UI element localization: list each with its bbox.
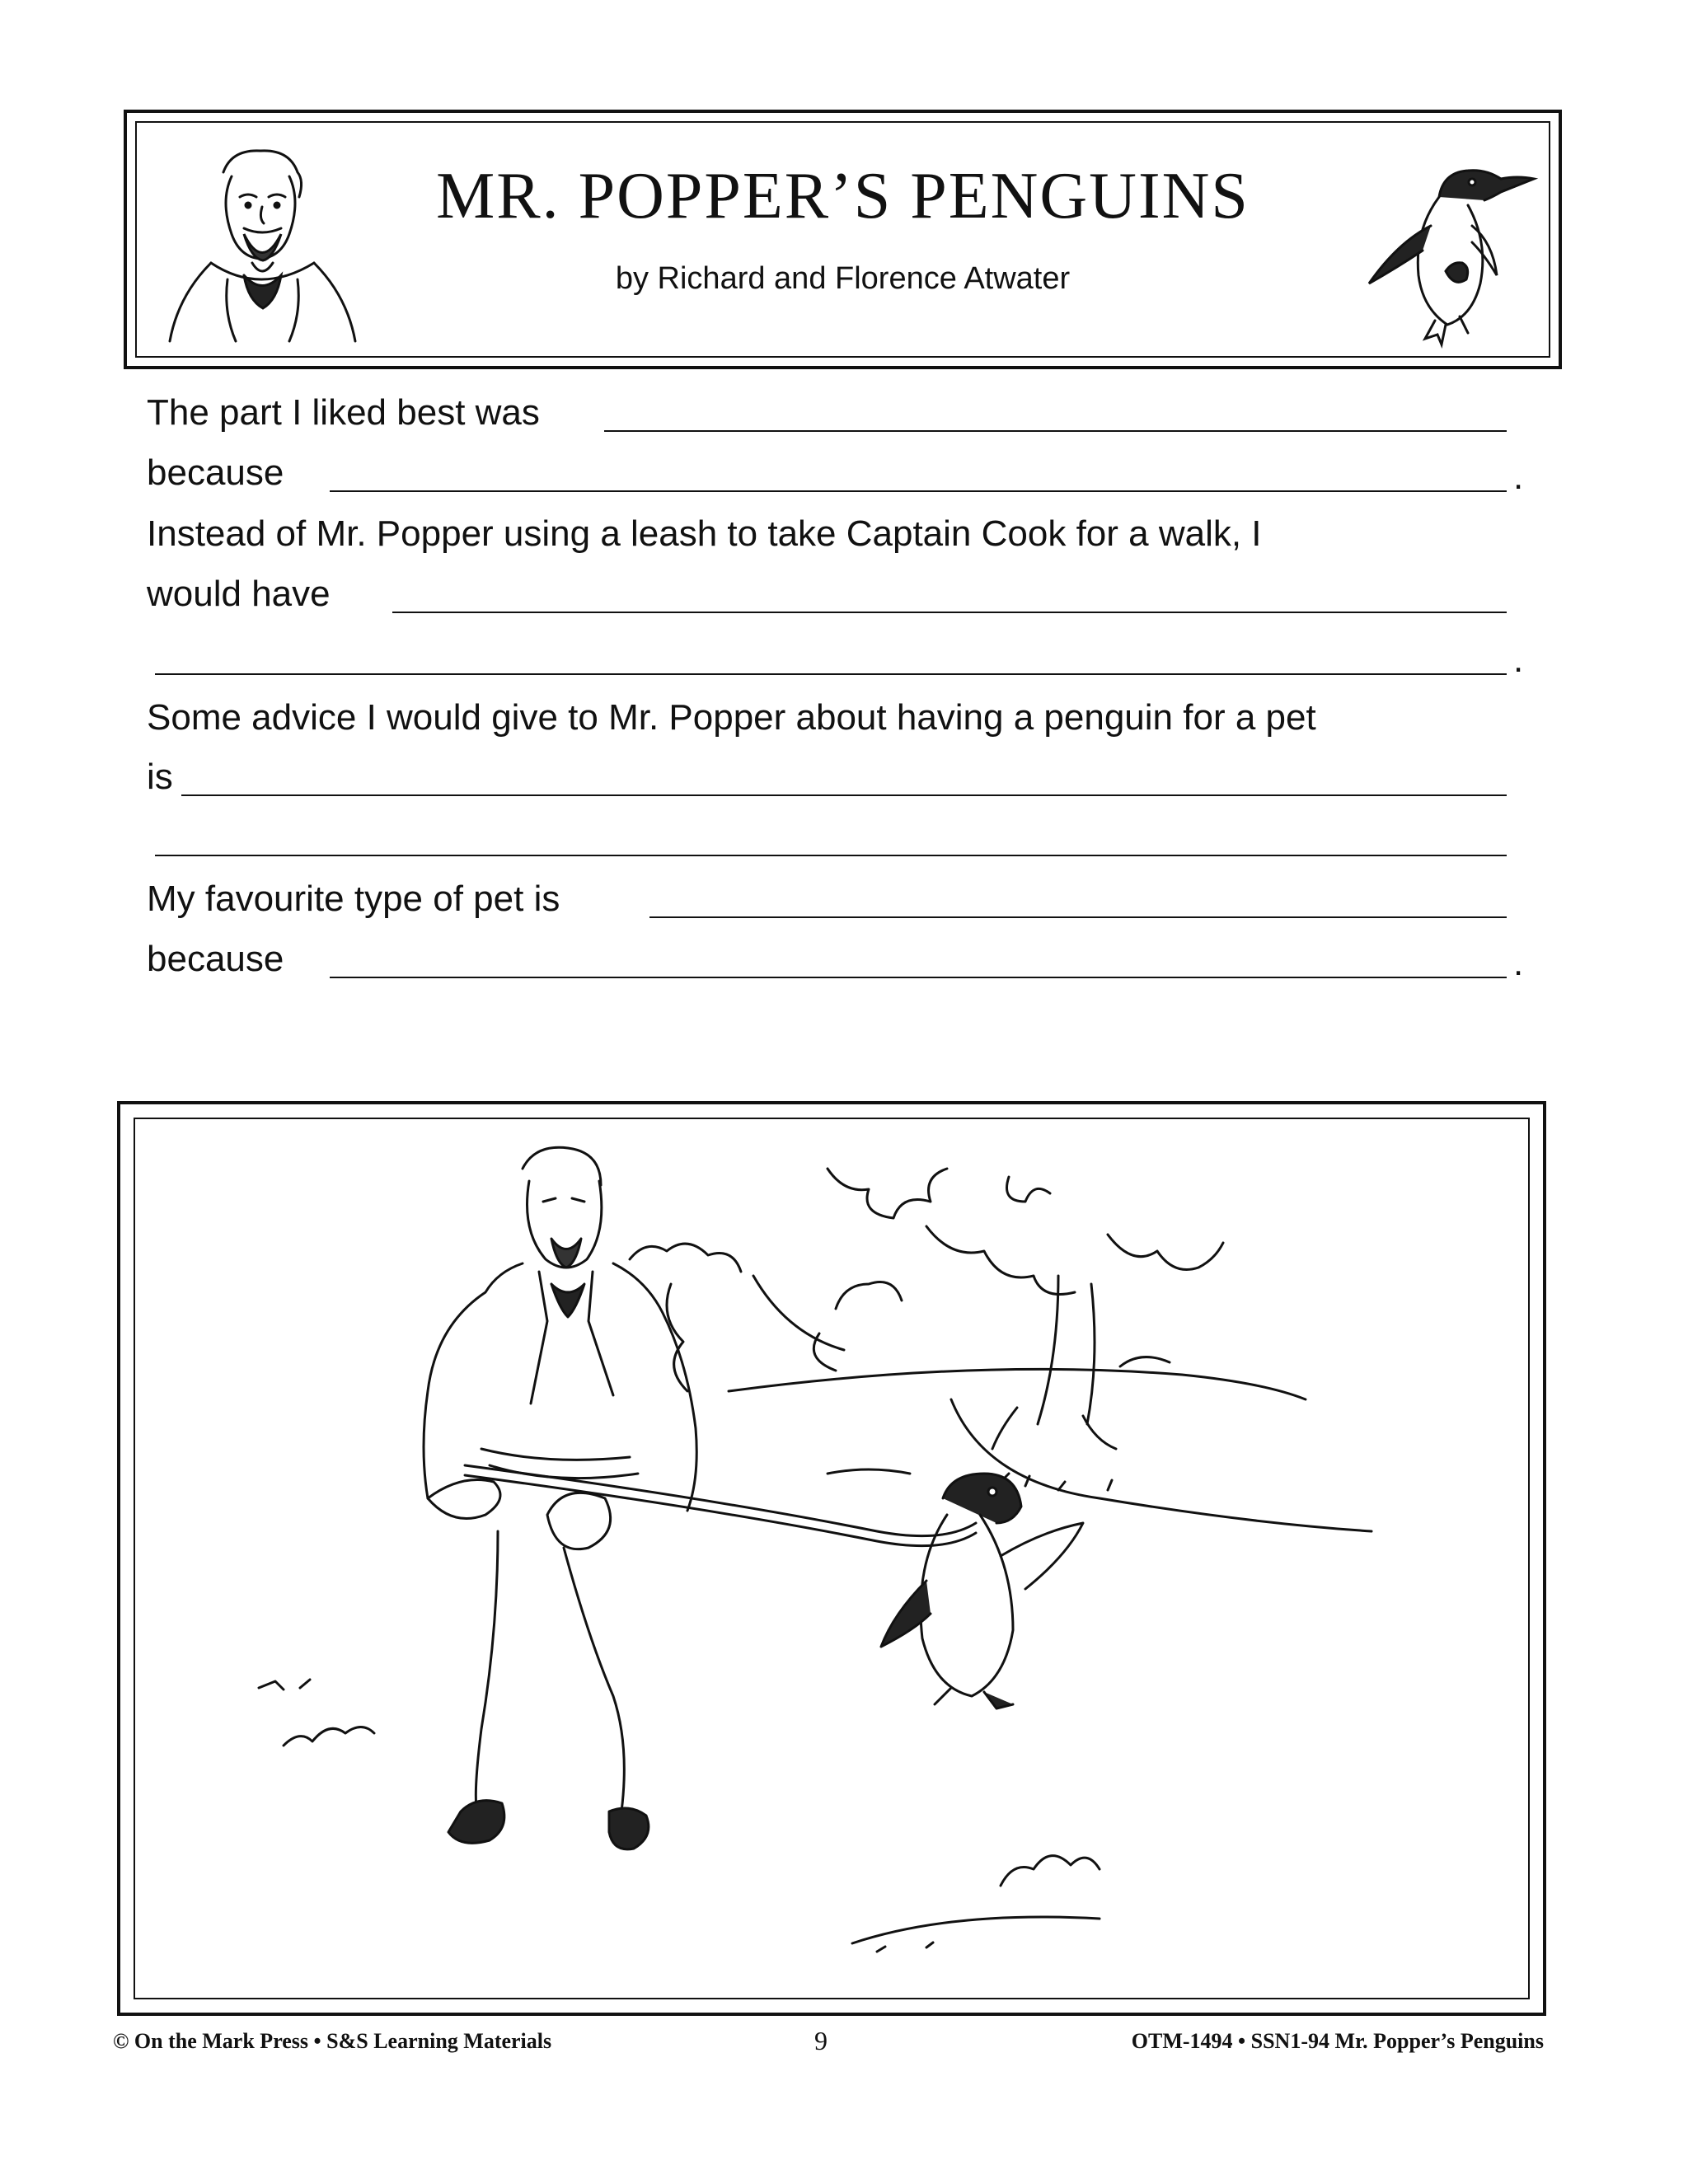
prompt-leash-line3 [147,630,1524,680]
footer-product-code: OTM-1494 • SSN1-94 Mr. Popper’s Penguins [1131,2029,1544,2053]
prompt-because-1 [147,448,1524,497]
answer-line[interactable] [155,855,1507,856]
answer-line[interactable] [330,490,1507,492]
sentence-period: . [1513,640,1524,680]
prompt-because-2 [147,934,1524,983]
prompt-advice-line2 [147,752,1507,801]
prompt-advice-line1 [147,692,1507,742]
answer-line[interactable] [392,612,1507,613]
header-box [124,110,1562,369]
header-inner-border [135,121,1550,358]
answer-line[interactable] [649,916,1507,918]
prompt-label: My favourite type of pet is [147,879,560,919]
footer-copyright: © On the Mark Press • S&S Learning Materials [113,2029,552,2053]
prompt-leash-line2 [147,569,1507,618]
prompt-label: Instead of Mr. Popper using a leash to take Captain Cook for a walk, I [147,513,1262,554]
prompt-leash-line1 [147,509,1507,558]
page-title: MR. POPPER’S PENGUINS [436,160,1250,232]
prompt-advice-line3 [147,812,1507,861]
man-walking-penguin-illustration [135,1119,1530,1999]
sentence-period: . [1513,457,1524,497]
prompt-label: would have [147,574,331,614]
prompt-label: The part I liked best was [147,392,540,433]
prompt-label: is [147,757,173,797]
prompt-label: because [147,939,284,979]
prompt-label: Some advice I would give to Mr. Popper about having a penguin for a pet [147,697,1316,738]
illustration-inner-frame [134,1118,1530,1999]
sentence-period: . [1513,943,1524,983]
byline: by Richard and Florence Atwater [615,261,1071,296]
answer-line[interactable] [155,673,1507,675]
answer-line[interactable] [181,794,1507,796]
illustration-frame [117,1101,1546,2016]
page-number: 9 [814,2026,828,2055]
prompt-favourite-pet [147,874,1507,923]
answer-line[interactable] [604,430,1507,432]
answer-line[interactable] [330,977,1507,978]
prompt-label: because [147,452,284,493]
prompt-liked-best [147,387,1507,437]
